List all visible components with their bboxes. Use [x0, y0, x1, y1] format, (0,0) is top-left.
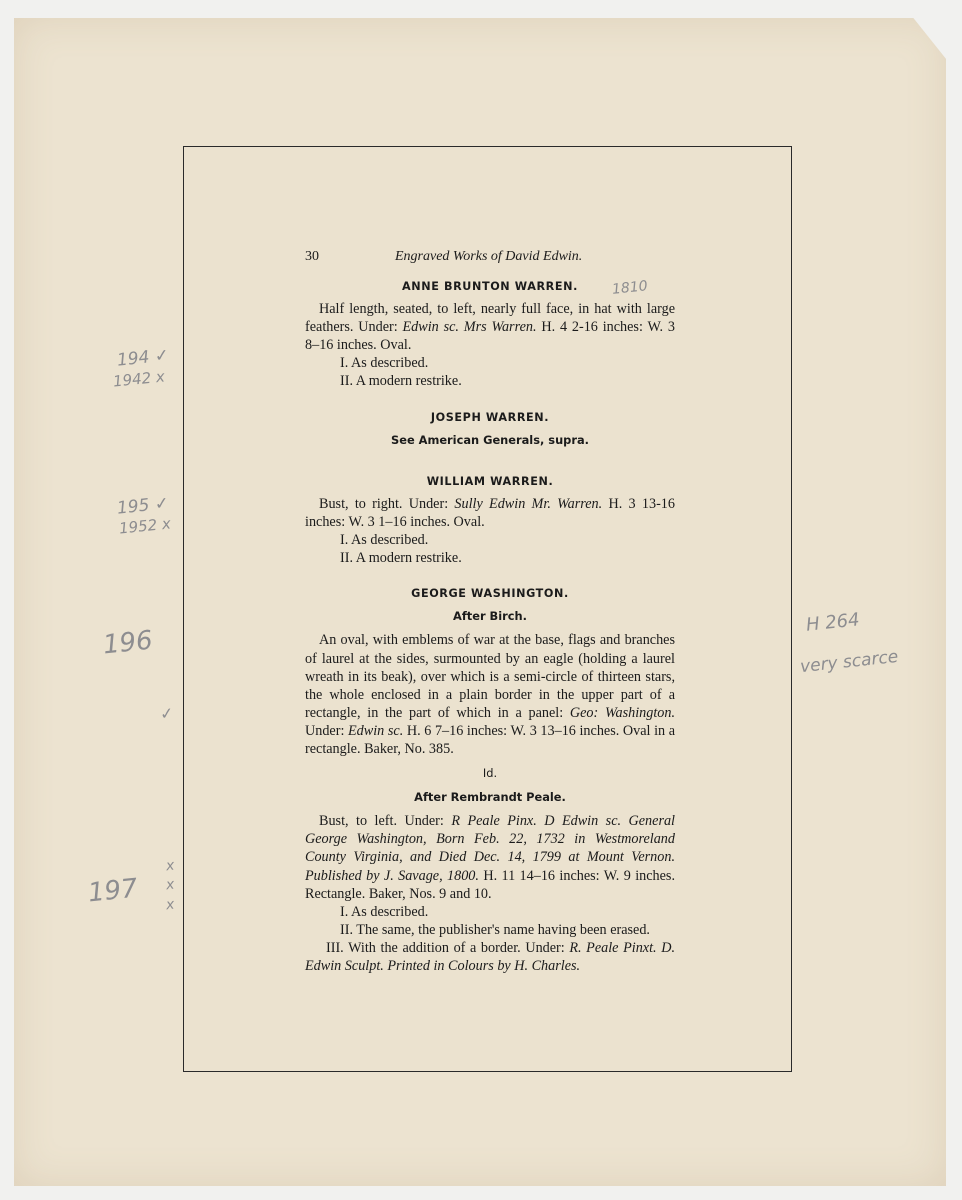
heading-anne-warren: ANNE BRUNTON WARREN.	[402, 280, 578, 293]
george-id-label: Id.	[482, 766, 498, 781]
pencil-year: 1810	[611, 278, 649, 298]
george-after-birch: After Birch.	[453, 609, 527, 624]
pencil-x-1: x	[165, 857, 176, 875]
george-peale-description: Bust, to left. Under: R Peale Pinx. D Edwin sc. General George Washington, Born Feb. 22, 1732 in Westmoreland County Virginia, and Died Dec. 14, 1799 at Mount Vernon. Published by J. Savage, 1800. H. 11 14–16 inches: W. 9 inches. Rectangle. Baker, Nos. 9 and 10.	[305, 813, 675, 902]
running-title: Engraved Works of David Edwin.	[395, 249, 583, 264]
pencil-197: 197	[86, 873, 140, 909]
pencil-x-3: x	[165, 896, 176, 914]
george-state-3: III. With the addition of a border. Under: R. Peale Pinxt. D. Edwin Sculpt. Printed in Colours by H. Charles.	[305, 939, 675, 974]
running-head	[305, 248, 675, 270]
pencil-194: 194 ✓	[116, 345, 171, 371]
george-state-2: II. The same, the publisher's name having been erased.	[340, 921, 650, 938]
pencil-x-2: x	[165, 876, 176, 894]
pencil-very-scarce: very scarce	[799, 646, 900, 678]
pencil-1942: 1942 x	[112, 367, 166, 391]
page-content	[305, 248, 675, 975]
heading-william-warren: WILLIAM WARREN.	[426, 474, 554, 488]
pencil-195: 195 ✓	[116, 493, 171, 519]
george-birch-description: An oval, with emblems of war at the base, flags and branches of laurel at the sides, surmounted by an eagle (holding a laurel wreath in its beak), over which is a semi-circle of thirteen stars, the whole enclosed in a plain border in the upper part of a rectangle, in the part of which in a panel: Geo: Washington. Under: Edwin sc. H. 6 7–16 inches: W. 3 13–16 inches. Oval in a rectangle. Baker, No. 385.	[305, 632, 676, 757]
pencil-h264: H 264	[805, 609, 861, 636]
heading-george-washington: GEORGE WASHINGTON.	[411, 587, 569, 601]
pencil-1952: 1952 x	[118, 514, 172, 538]
anne-description: Half length, seated, to left, nearly full face, in hat with large feathers. Under: Edwin sc. Mrs Warren. H. 4 2-16 inches: W. 3 8–16 inches. Oval.	[305, 301, 676, 354]
page-frame	[183, 146, 792, 1072]
george-state-1: I. As described.	[340, 903, 429, 920]
william-state-1: I. As described.	[340, 532, 429, 549]
page-number: 30	[305, 249, 319, 264]
anne-state-1: I. As described.	[340, 355, 429, 372]
heading-joseph-warren: JOSEPH WARREN.	[430, 410, 550, 424]
pencil-check: ✓	[159, 703, 175, 724]
pencil-196: 196	[101, 625, 155, 661]
joseph-note: See American Generals, supra.	[391, 432, 589, 447]
william-description: Bust, to right. Under: Sully Edwin Mr. Warren. H. 3 13-16 inches: W. 3 1–16 inches. Oval.	[305, 495, 675, 530]
william-state-2: II. A modern restrike.	[340, 550, 462, 567]
anne-state-2: II. A modern restrike.	[340, 373, 462, 390]
george-after-peale: After Rembrandt Peale.	[414, 790, 566, 805]
